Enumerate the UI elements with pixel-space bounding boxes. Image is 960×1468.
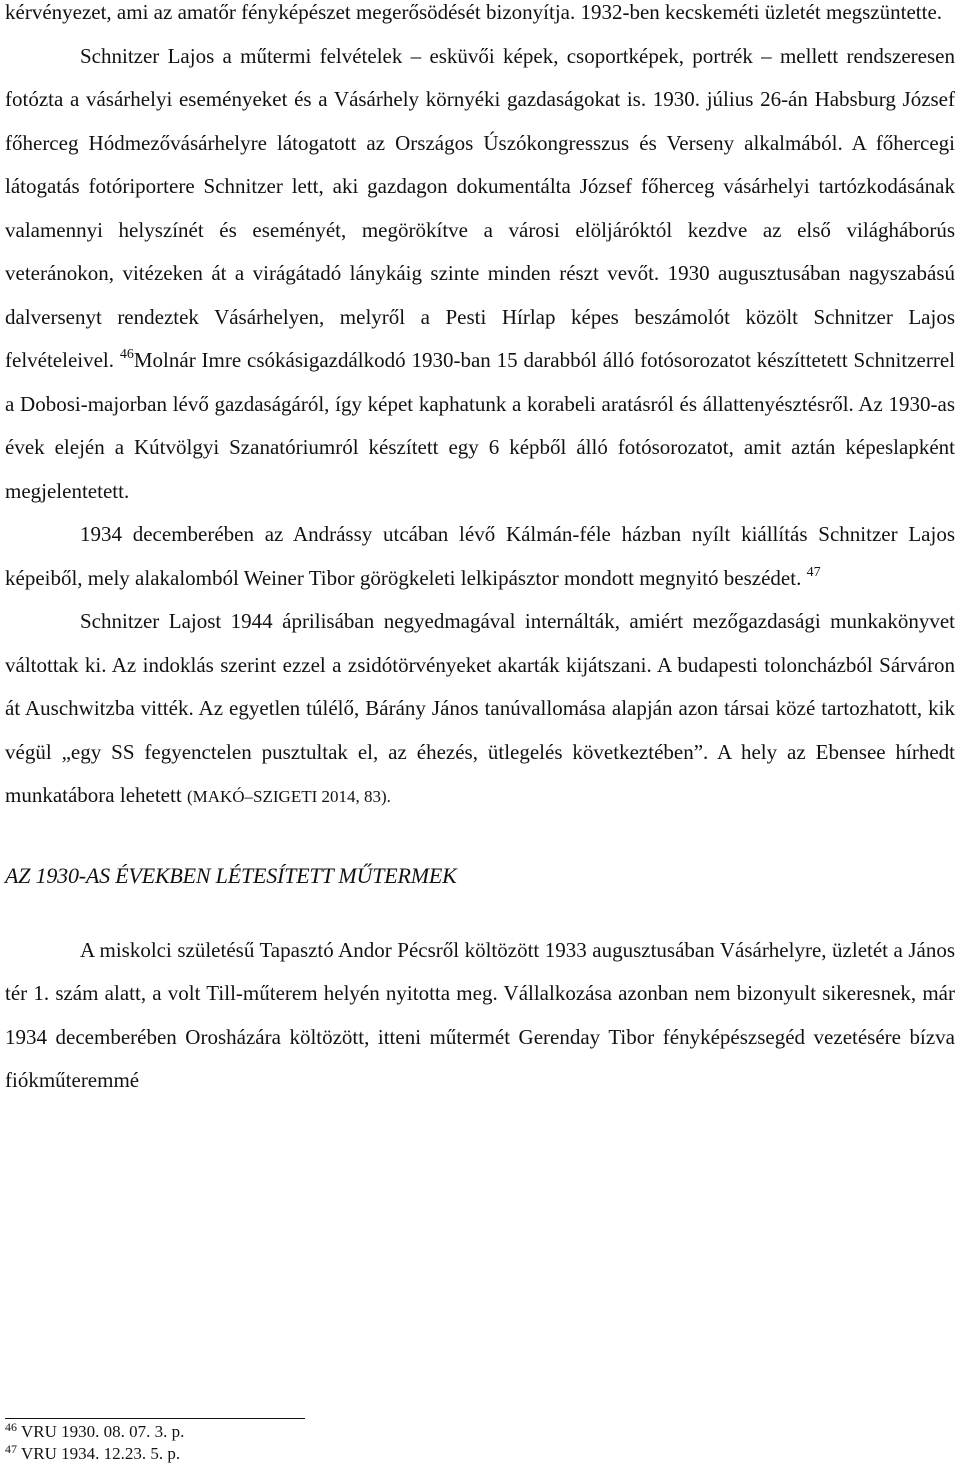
footnote-text: VRU 1930. 08. 07. 3. p. — [20, 1422, 185, 1441]
paragraph-2-text-b: Molnár Imre csókásigazdálkodó 1930-ban 15 darabból álló fotósorozatot készíttetett Schnitzerrel a Dobosi-majorban lévő gazdaságáról, így képet kaphatunk a korabeli aratásról és állattenyésztésről. Az 1930-as évek elején a Kútvölgyi Szanatóriumról készített egy 6 képből álló fotósorozatot, amit aztán képeslapként megjelentetett. — [5, 348, 955, 503]
footnotes — [5, 1421, 184, 1465]
paragraph-2-text-a: Schnitzer Lajos a műtermi felvételek – esküvői képek, csoportképek, portrék – mellett rendszeresen fotózta a vásárhelyi eseményeket és a Vásárhely környéki gazdaságokat is. 1930. július 26-án Habsburg József főherceg Hódmezővásárhelyre látogatott az Országos Úszókongresszus és Verseny alkalmából. A főhercegi látogatás fotóriportere Schnitzer lett, aki gazdagon dokumentálta József főherceg vásárhelyi tartózkodásának valamennyi helyszínét és eseményét, megörökítve a városi elöljáróktól kezdve az első világháborús veteránokon, vitézeken át a virágátadó lánykáig szinte minden részt vevőt. 1930 augusztusában nagyszabású dalversenyt rendeztek Vásárhelyen, melyről a Pesti Hírlap képes beszámolót közölt Schnitzer Lajos felvételeivel. — [5, 43, 955, 372]
paragraph-3 — [5, 513, 955, 600]
citation: (MAKÓ–SZIGETI 2014, 83). — [186, 787, 391, 806]
document-page — [5, 0, 955, 1103]
paragraph-3-text: 1934 decemberében az Andrássy utcában lévő Kálmán-féle házban nyílt kiállítás Schnitzer Lajos képeiből, mely alakalomból Weiner Tibor görögkeleti lelkipásztor mondott megnyitó beszédet. — [5, 522, 955, 590]
footnote-number: 47 — [5, 1442, 17, 1456]
paragraph-5: A miskolci születésű Tapasztó Andor Pécsről költözött 1933 augusztusában Vásárhelyre, üzletét a János tér 1. szám alatt, a volt Till-műterem helyén nyitotta meg. Vállalkozása azonban nem bizonyult sikeresnek, már 1934 decemberében Orosházára költözött, itteni műtermét Gerenday Tibor fényképészsegéd vezetésére bízva fiókműteremmé — [5, 937, 955, 1092]
footnote-46 — [5, 1421, 184, 1443]
footnote-ref-46[interactable]: 46 — [119, 347, 134, 362]
footnote-ref-47[interactable]: 47 — [806, 564, 821, 580]
footnote-47 — [5, 1443, 184, 1465]
section-heading: AZ 1930-AS ÉVEKBEN LÉTESÍTETT MŰTERMEK — [5, 862, 457, 888]
paragraph-2 — [5, 35, 955, 514]
footnote-number: 46 — [5, 1420, 17, 1434]
footnote-text: VRU 1934. 12.23. 5. p. — [20, 1444, 181, 1463]
paragraph-4 — [5, 600, 955, 819]
paragraph-1: kérvényezet, ami az amatőr fényképészet megerősödését bizonyítja. 1932-ben kecskeméti üzletét megszüntette. — [5, 0, 943, 24]
footnote-separator — [5, 1418, 305, 1419]
paragraph-4-text: Schnitzer Lajost 1944 áprilisában negyedmagával internálták, amiért mezőgazdasági munkakönyvet váltottak ki. Az indoklás szerint ezzel a zsidótörvényeket akarták kijátszani. A budapesti toloncházból Sárváron át Auschwitzba vitték. Az egyetlen túlélő, Bárány János tanúvallomása alapján azon társai közé tartozhatott, kik végül „egy SS fegyenctelen pusztultak el, az éhezés, ütlegelés következtében”. A hely az Ebensee hírhedt munkatábora lehetett — [5, 609, 955, 807]
